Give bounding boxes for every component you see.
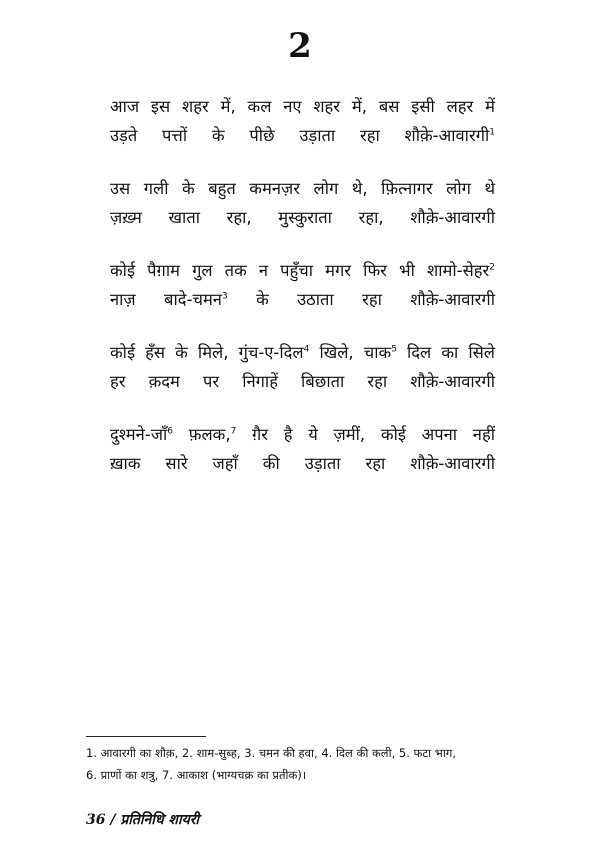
stanza bbox=[110, 92, 495, 150]
stanza bbox=[110, 174, 495, 232]
line-text: नाज़ बादे-चमन bbox=[110, 290, 222, 309]
poem-line bbox=[110, 338, 495, 367]
poem-line bbox=[110, 449, 495, 478]
footnote-ref: 1 bbox=[489, 127, 495, 138]
line-text: उड़ते पत्तों के पीछे उड़ाता रहा शौक़े-आवारगी bbox=[110, 126, 490, 145]
line-text: आज इस शहर में, कल नए शहर में, बस इसी लहर में bbox=[110, 97, 495, 116]
running-footer: 36 / प्रतिनिधि शायरी bbox=[86, 812, 200, 828]
line-text: खिले, चाक bbox=[309, 343, 392, 362]
stanza bbox=[110, 420, 495, 478]
footnote-ref: 4 bbox=[303, 344, 310, 355]
poem-line bbox=[110, 256, 495, 285]
footnote-ref: 3 bbox=[221, 291, 228, 302]
line-text: कोई पैग़ाम गुल तक न पहुँचा मगर फिर भी शामो-सेहर bbox=[110, 261, 490, 280]
line-text: हर क़दम पर निगाहें बिछाता रहा शौक़े-आवारगी bbox=[110, 372, 495, 391]
line-text: दुश्मने-जाँ bbox=[110, 425, 168, 444]
poem-line bbox=[110, 174, 495, 203]
poem-line bbox=[110, 121, 495, 150]
footnote-line: 6. प्राणों का शत्रु, 7. आकाश (भाग्यचक्र का प्रतीक)। bbox=[86, 768, 307, 782]
line-text: कोई हँस के मिले, गुंच-ए-दिल bbox=[110, 343, 304, 362]
line-text: ज़ख़्म खाता रहा, मुस्कुराता रहा, शौक़े-आवारगी bbox=[110, 208, 495, 227]
footnote-divider bbox=[86, 736, 206, 737]
footnote-ref: 7 bbox=[230, 426, 237, 437]
line-text: उस गली के बहुत कमनज़र लोग थे, फ़ित्नागर लोग थे bbox=[110, 179, 495, 198]
footnote-ref: 6 bbox=[167, 426, 174, 437]
footnote-ref: 2 bbox=[489, 262, 495, 273]
poem-line bbox=[110, 92, 495, 121]
line-text: फ़लक, bbox=[173, 425, 231, 444]
footnotes bbox=[86, 742, 516, 786]
poem-line bbox=[110, 285, 495, 314]
stanza bbox=[110, 256, 495, 314]
stanza bbox=[110, 338, 495, 396]
line-text: ग़ैर है ये ज़मीं, कोई अपना नहीं bbox=[236, 425, 495, 444]
poem bbox=[110, 92, 495, 502]
footnote-line: 1. आवारगी का शौक़, 2. शाम-सुब्ह, 3. चमन की हवा, 4. दिल की कली, 5. फटा भाग, bbox=[86, 746, 456, 760]
poem-line bbox=[110, 367, 495, 396]
line-text: ख़ाक सारे जहाँ की उड़ाता रहा शौक़े-आवारगी bbox=[110, 454, 495, 473]
poem-line bbox=[110, 420, 495, 449]
footnote-ref: 5 bbox=[391, 344, 397, 355]
page-number: 2 bbox=[288, 26, 312, 66]
poem-line bbox=[110, 203, 495, 232]
line-text: के उठाता रहा शौक़े-आवारगी bbox=[227, 290, 495, 309]
line-text: दिल का सिले bbox=[396, 343, 495, 362]
